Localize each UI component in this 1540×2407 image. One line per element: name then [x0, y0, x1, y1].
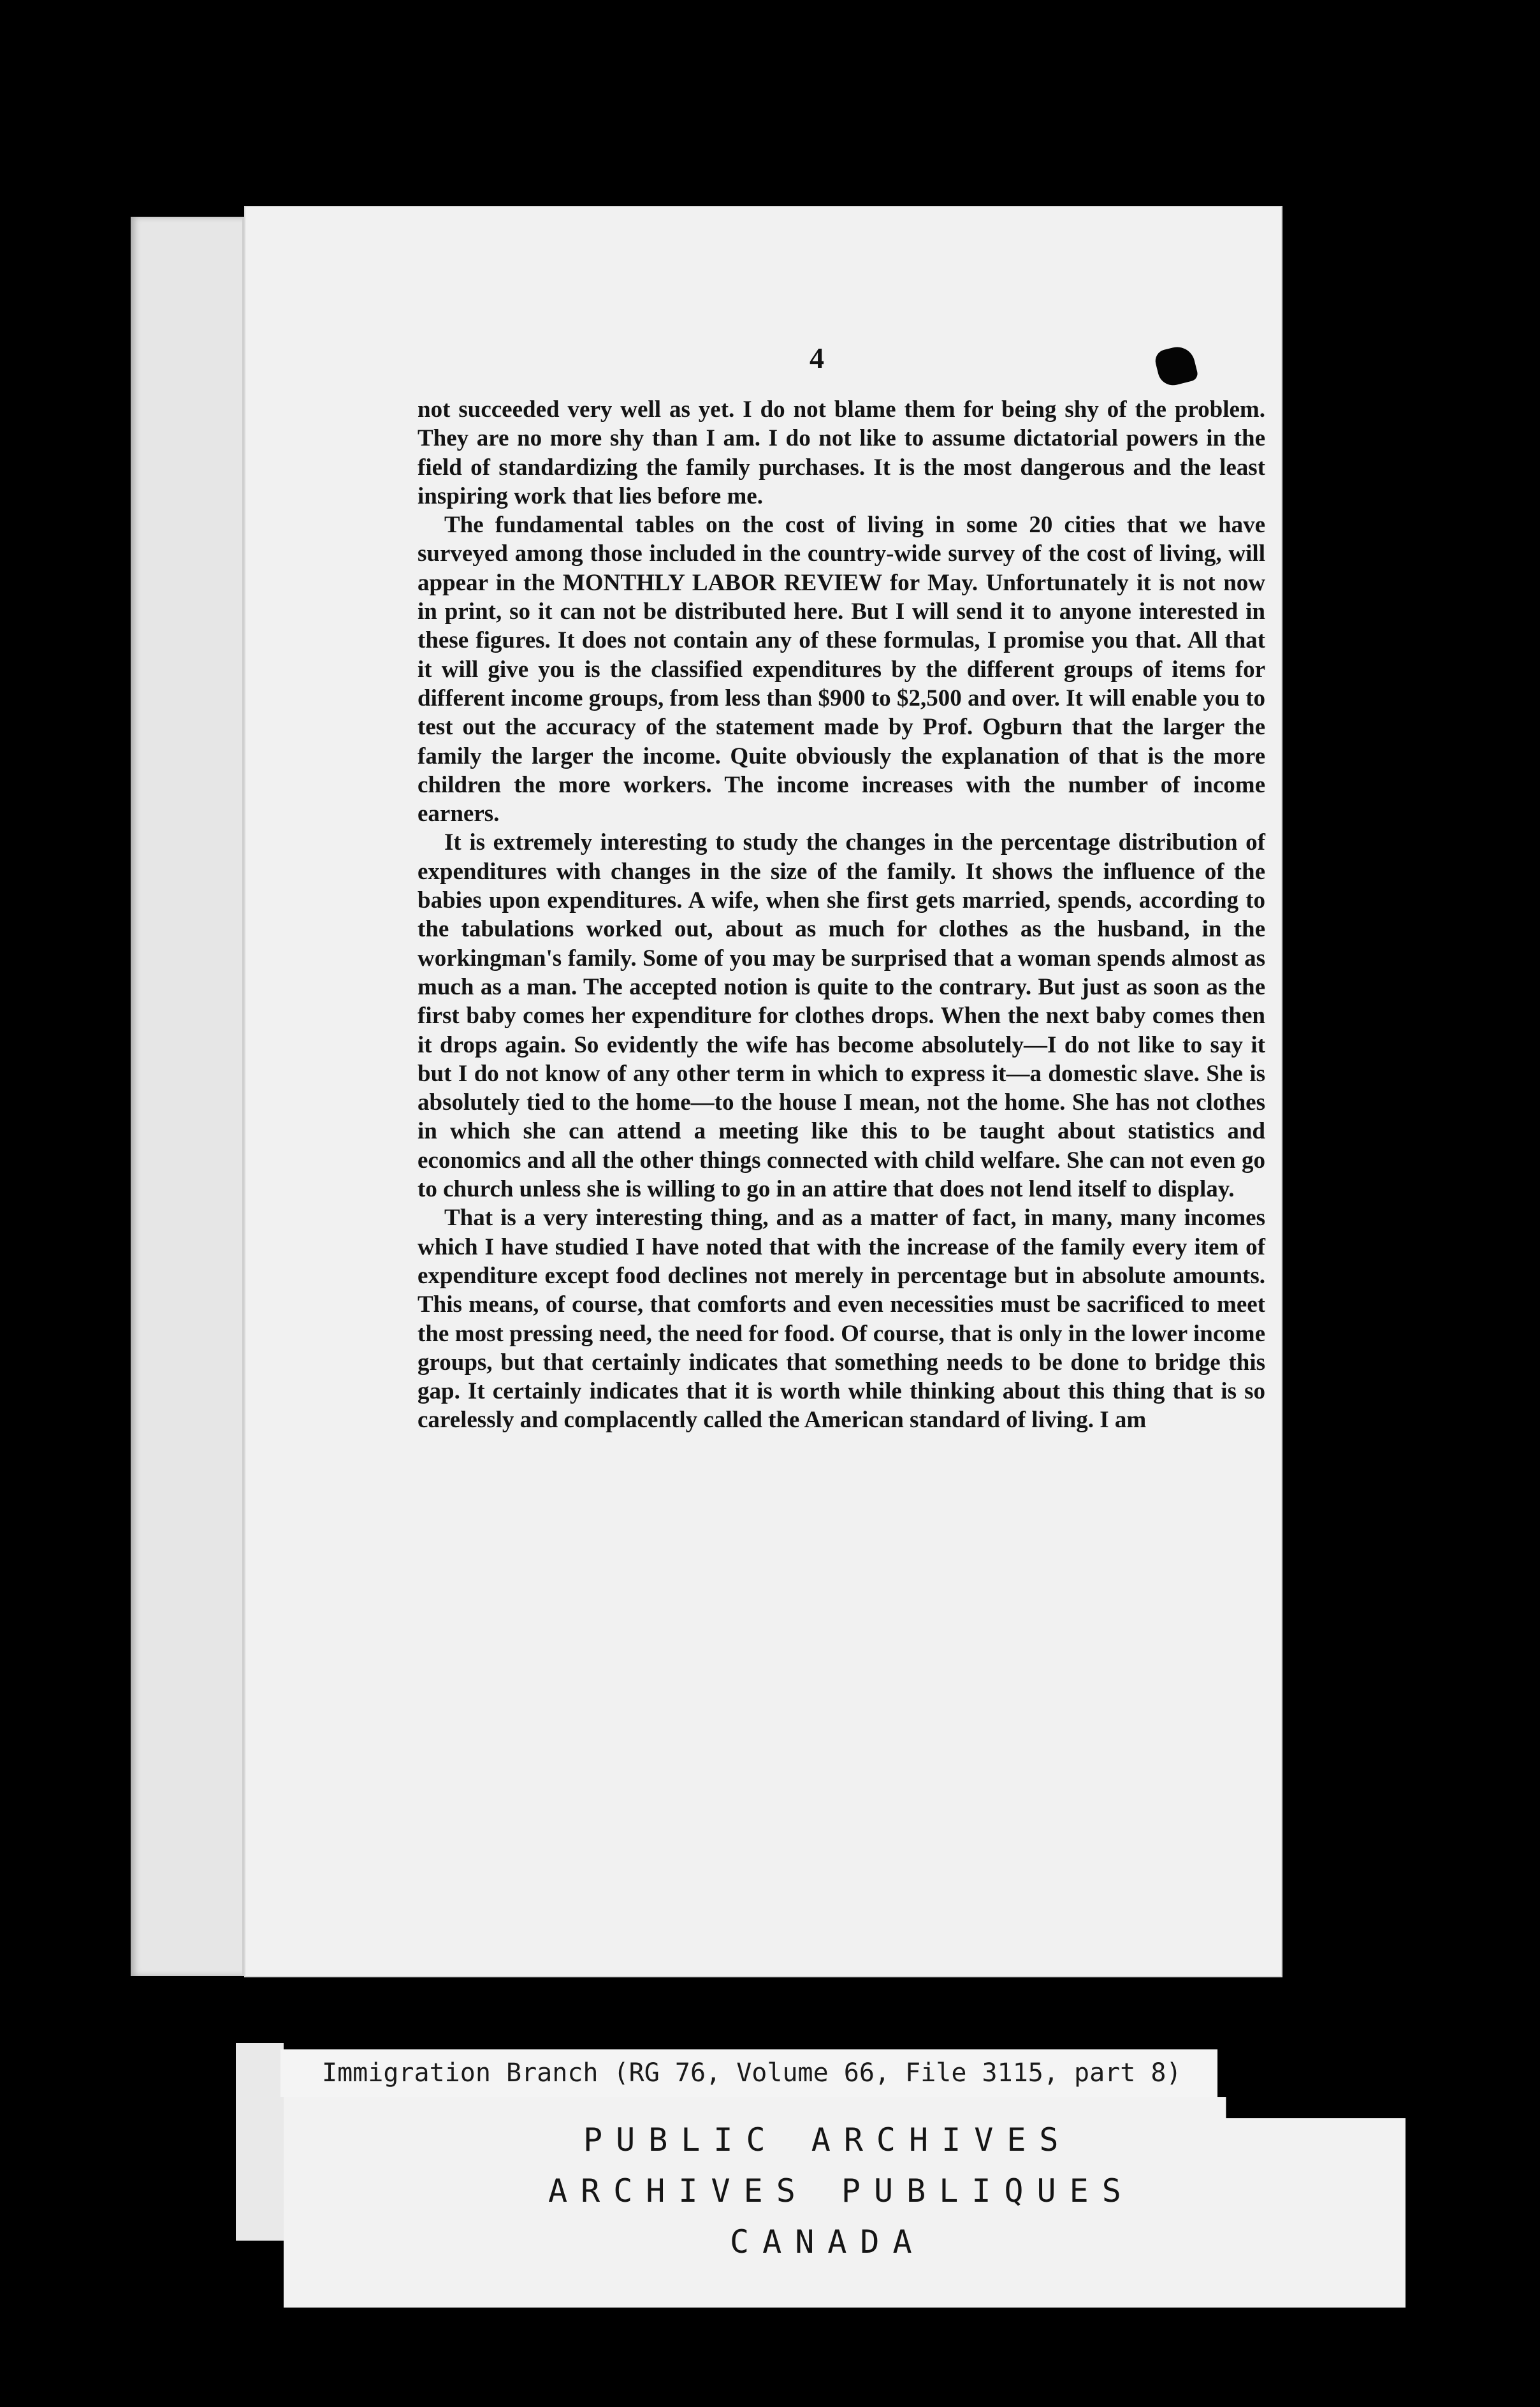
page-number: 4 [810, 342, 824, 374]
paragraph-2: The fundamental tables on the cost of living in some 20 cities that we have surveyed among those included in the country-wide survey of the cost of living, will appear in the MONTHLY LABOR REVIEW for May. Unfortunately it is not now in print, so it can not be distributed here. But I will send it to anyone interested in these figures. It does not contain any of these formulas, I promise you that. All that it will give you is the classified expenditures by the different groups of items for different income groups, from less than $900 to $2,500 and over. It will enable you to test out the accuracy of the statement made by Prof. Ogburn that the larger the family the larger the income. Quite obviously the explanation of that is the more children the more workers. The income increases with the number of income earners. [418, 512, 1265, 827]
body-text [418, 395, 1265, 1778]
paragraph-3: It is extremely interesting to study the changes in the percentage distribution of expenditures with changes in the size of the family. It shows the influence of the babies upon expenditures. A wife, when she first gets married, spends, according to the tabulations worked out, about as much for clothes as the husband, in the workingman's family. Some of you may be surprised that a woman spends almost as much as a man. The accepted notion is quite to the contrary. But just as soon as the first baby comes her expenditure for clothes drops. When the next baby comes then it drops again. So evidently the wife has become absolutely—I do not like to say it but I do not know of any other term in which to express it—a domestic slave. She is absolutely tied to the home—to the house I mean, not the home. She has not clothes in which she can attend a meeting like this to be taught about statistics and economics and all the other things connected with child welfare. She can not even go to church unless she is willing to go in an attire that does not lend itself to display. [418, 829, 1265, 1203]
paragraph-1: not succeeded very well as yet. I do not blame them for being shy of the problem. They are no more shy than I am. I do not like to assume dictatorial powers in the field of standardizing the family purchases. It is the most dangerous and the least inspiring work that lies before me. [418, 396, 1265, 509]
stamp-line-public-archives: PUBLIC ARCHIVES [583, 2121, 1072, 2158]
archive-reference-label: Immigration Branch (RG 76, Volume 66, File 3115, part 8) [280, 2049, 1217, 2097]
stamp-line-canada: CANADA [730, 2223, 926, 2260]
label-card-edge [236, 2043, 284, 2241]
paragraph-4: That is a very interesting thing, and as a matter of fact, in many, many incomes which I have studied I have noted that with the increase of the family every item of expenditure except food declines not merely in percentage but in absolute amounts. This means, of course, that comforts and even necessities must be sacrificed to meet the most pressing need, the need for food. Of course, that is only in the lower income groups, but that certainly indicates that something needs to be done to bridge this gap. It certainly indicates that it is worth while thinking about this thing that is so carelessly and complacently called the American standard of living. I am [418, 1205, 1265, 1434]
stamp-line-archives-publiques: ARCHIVES PUBLIQUES [548, 2172, 1135, 2209]
